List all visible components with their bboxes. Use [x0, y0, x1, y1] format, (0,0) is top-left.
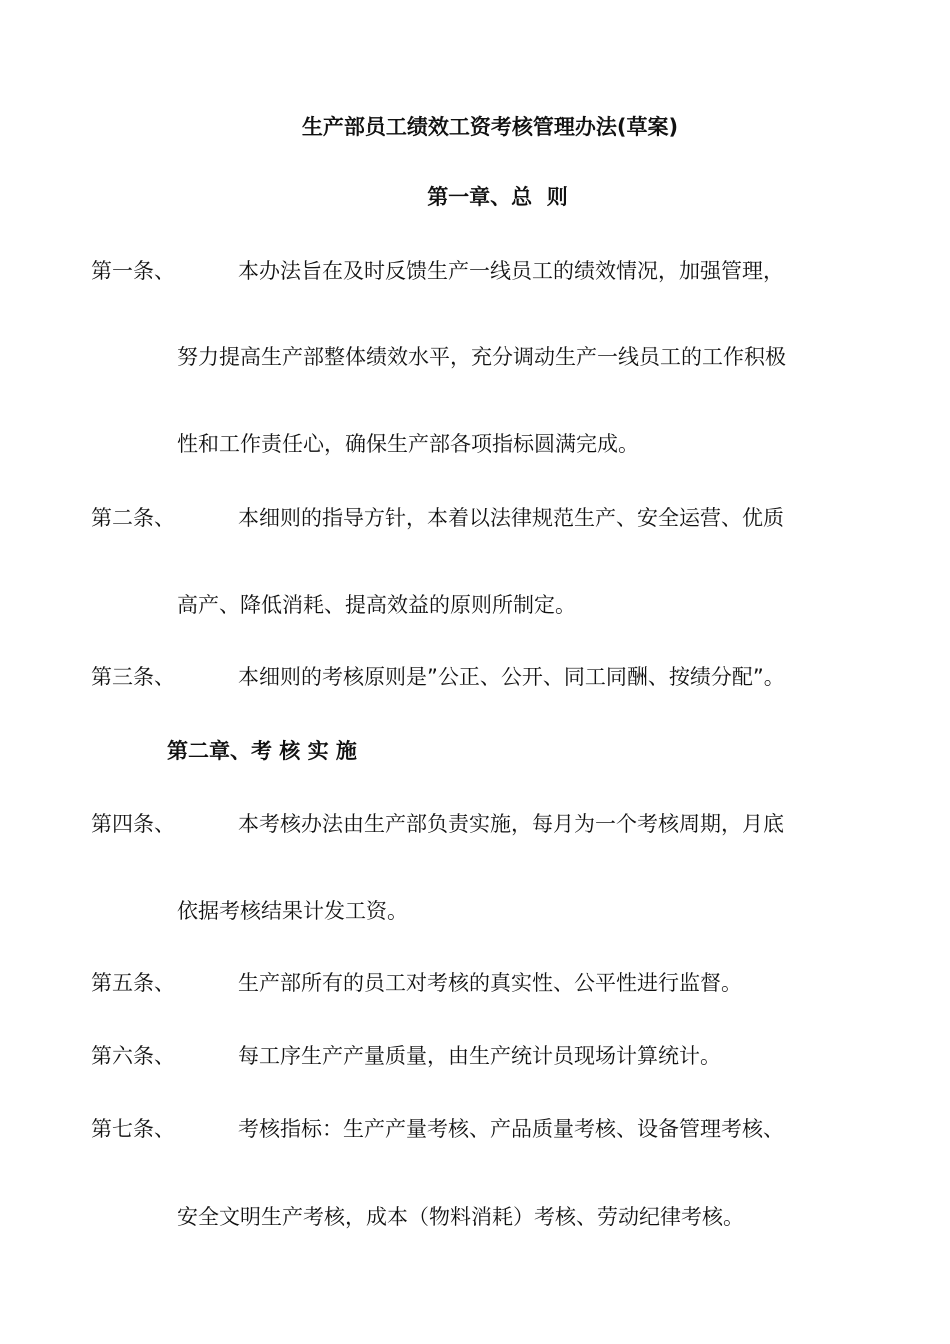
chapter-heading-1: 第一章、总 则: [427, 185, 568, 209]
article-label-3: 第三条、: [91, 665, 175, 689]
document-title: 生产部员工绩效工资考核管理办法(草案): [301, 115, 679, 139]
article-7-line-2: 安全文明生产考核，成本（物料消耗）考核、劳动纪律考核。: [177, 1205, 744, 1229]
article-1-line-3: 性和工作责任心，确保生产部各项指标圆满完成。: [177, 432, 639, 456]
article-1-line-1: 本办法旨在及时反馈生产一线员工的绩效情况，加强管理，: [238, 259, 784, 283]
article-label-4: 第四条、: [91, 812, 175, 836]
article-6-line-1: 每工序生产产量质量，由生产统计员现场计算统计。: [238, 1044, 721, 1068]
chapter-heading-2: 第二章、考 核 实 施: [167, 739, 357, 763]
article-5-line-1: 生产部所有的员工对考核的真实性、公平性进行监督。: [238, 971, 742, 995]
article-3-line-1: 本细则的考核原则是”公正、公开、同工同酬、按绩分配”。: [238, 665, 785, 689]
article-4-line-2: 依据考核结果计发工资。: [177, 899, 408, 923]
article-label-7: 第七条、: [91, 1117, 175, 1141]
article-1-line-2: 努力提高生产部整体绩效水平，充分调动生产一线员工的工作积极: [177, 345, 786, 369]
article-4-line-1: 本考核办法由生产部负责实施，每月为一个考核周期，月底: [238, 812, 784, 836]
article-7-line-1: 考核指标：生产产量考核、产品质量考核、设备管理考核、: [238, 1117, 784, 1141]
article-label-6: 第六条、: [91, 1044, 175, 1068]
article-label-2: 第二条、: [91, 506, 175, 530]
article-label-5: 第五条、: [91, 971, 175, 995]
article-label-1: 第一条、: [91, 259, 175, 283]
article-2-line-2: 高产、降低消耗、提高效益的原则所制定。: [177, 593, 576, 617]
article-2-line-1: 本细则的指导方针，本着以法律规范生产、安全运营、优质: [238, 506, 784, 530]
